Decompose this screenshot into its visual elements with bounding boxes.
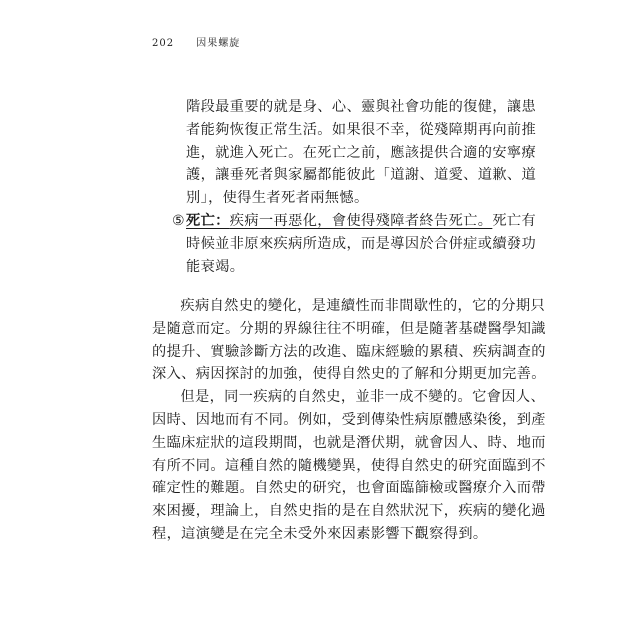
text-line: 能衰竭。: [186, 258, 245, 275]
text-line: 是隨意而定。分期的界線往往不明確，但是隨著基礎醫學知識: [152, 320, 546, 337]
text-line: 生臨床症狀的這段期間，也就是潛伏期，就會因人、時、地而: [152, 434, 546, 451]
body-paragraphs: [152, 295, 546, 546]
item-text: 死亡有: [492, 212, 537, 229]
text-line: [186, 210, 537, 233]
text-line: 階段最重要的就是身、心、靈與社會功能的復健，讓患: [186, 99, 537, 115]
item-definition: 疾病一再惡化，會使得殘障者終告死亡。: [229, 212, 493, 229]
text-line: 程，這演變是在完全未受外來因素影響下觀察得到。: [152, 525, 488, 542]
text-line: 深入、病因探討的加強，使得自然史的了解和分期更加完善。: [152, 366, 546, 383]
text-line: 因時、因地而有不同。例如，受到傳染性病原體感染後，到產: [152, 411, 546, 428]
text-line: 來困擾，理論上，自然史指的是在自然狀況下，疾病的變化過: [152, 503, 546, 520]
text-line: 護，讓垂死者與家屬都能彼此「道謝、道愛、道歉、道: [186, 167, 537, 184]
text-line: 者能夠恢復正常生活。如果很不幸，從殘障期再向前推: [186, 121, 537, 138]
running-title: 因果螺旋: [196, 38, 241, 49]
paragraph: [152, 386, 546, 546]
text-line: 但是，同一疾病的自然史，並非一成不變的。它會因人、: [180, 389, 546, 406]
page-number: 202: [152, 38, 175, 49]
text-line: 的提升、實驗診斷方法的改進、臨床經驗的累積、疾病調查的: [152, 343, 546, 360]
text-line: 別」，使得生者死者兩無憾。: [186, 190, 369, 207]
list-continuation: [152, 96, 537, 210]
text-line: 有所不同。這種自然的隨機變異，使得自然史的研究面臨到不: [152, 457, 546, 474]
list-block: [152, 96, 537, 278]
text-line: 進，就進入死亡。在死亡之前，應該提供合適的安寧療: [186, 144, 537, 161]
text-line: 疾病自然史的變化，是連續性而非間歇性的，它的分期只: [180, 298, 546, 314]
text-line: 時候並非原來疾病所造成，而是導因於合併症或續發功: [186, 235, 537, 252]
item-term: 死亡：: [186, 212, 230, 229]
paragraph: [152, 295, 546, 386]
item-number: ⑤: [172, 212, 186, 229]
text-line: 確定性的難題。自然史的研究，也會面臨篩檢或醫療介入而帶: [152, 480, 546, 497]
list-item-death: [152, 210, 537, 278]
running-header: [152, 34, 240, 49]
